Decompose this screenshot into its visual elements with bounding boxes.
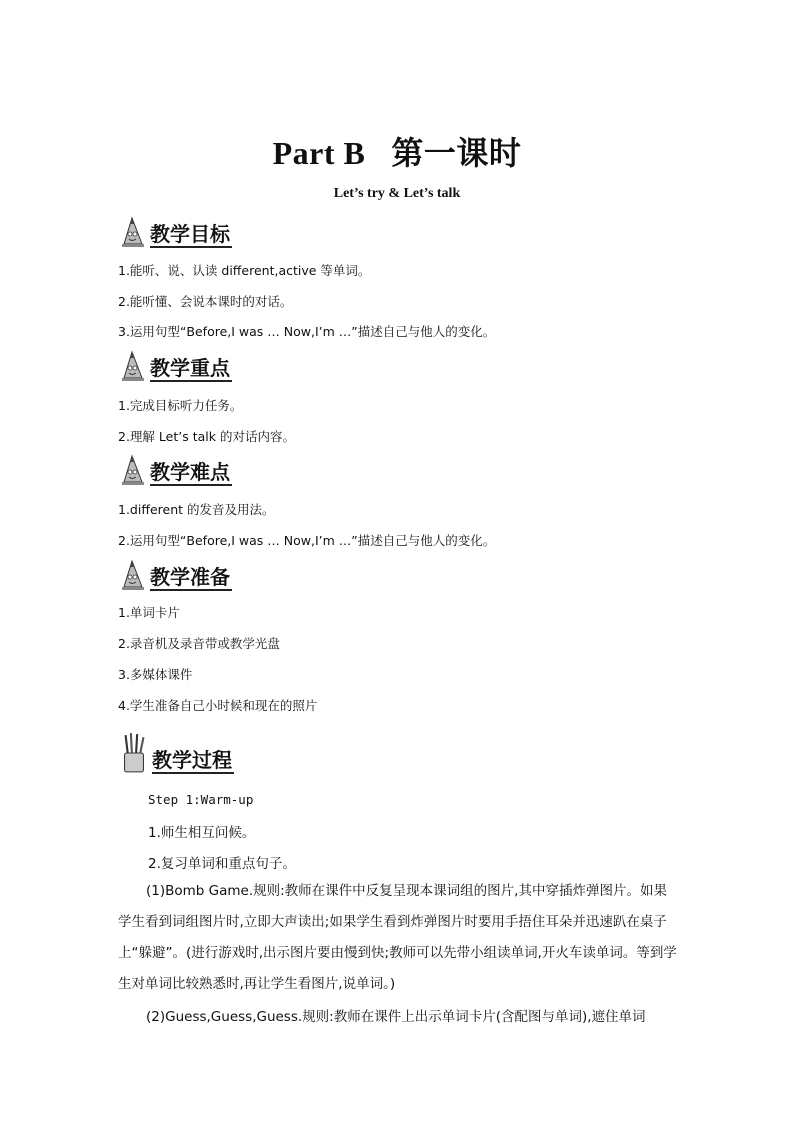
paragraph-text: (1)Bomb Game.规则:教师在课件中反复呈现本课词组的图片,其中穿插炸弹图片。如果学生看到词组图片时,立即大声读出;如果学生看到炸弹图片时要用手捂住耳朵并迅速趴在桌子上“躲避”。(进行游戏时,出示图片要由慢到快;教师可以先带小组读单词,开火车读单词。等到学生对单词比较熟悉时,再让学生看图片,说单词。) [118,883,677,992]
process-item: 1.师生相互问候。 [148,825,256,841]
section-heading-key-points [118,348,232,382]
paragraph-text: (2)Guess,Guess,Guess.规则:教师在课件上出示单词卡片(含配图与单词),遮住单词 [146,1009,646,1025]
page-subtitle: Let’s try & Let’s talk [333,186,461,201]
preparation-item: 2.录音机及录音带或教学光盘 [118,636,280,651]
process-paragraph [118,1002,678,1033]
title-lesson: 第一课时 [391,135,522,171]
section-title: 教学过程 [152,748,232,772]
pencil-mascot-icon [118,214,148,248]
preparation-item: 3.多媒体课件 [118,667,193,682]
page-title [0,128,794,174]
pencil-mascot-icon [118,452,148,486]
objective-item: 1.能听、说、认读 different,active 等单词。 [118,263,371,278]
pencil-cup-icon [118,732,150,774]
section-title: 教学难点 [150,460,230,484]
section-title: 教学重点 [150,356,230,380]
section-title: 教学准备 [150,565,230,589]
section-title: 教学目标 [150,222,230,246]
title-part: Part B [272,135,366,171]
key-point-item: 1.完成目标听力任务。 [118,398,243,413]
objective-item: 2.能听懂、会说本课时的对话。 [118,294,293,309]
pencil-mascot-icon [118,557,148,591]
objective-item: 3.运用句型“Before,I was … Now,I’m …”描述自己与他人的变化。 [118,324,496,339]
preparation-item: 1.单词卡片 [118,605,180,620]
section-heading-objectives [118,214,232,248]
pencil-mascot-icon [118,348,148,382]
key-point-item: 2.理解 Let’s talk 的对话内容。 [118,429,295,444]
process-item: 2.复习单词和重点句子。 [148,856,296,872]
difficulty-item: 1.different 的发音及用法。 [118,502,275,517]
difficulty-item: 2.运用句型“Before,I was … Now,I’m …”描述自己与他人的变化。 [118,533,496,548]
preparation-item: 4.学生准备自己小时候和现在的照片 [118,698,318,713]
step-title: Step 1:Warm-up [148,792,254,807]
process-paragraph [118,876,678,1000]
section-heading-preparation [118,557,232,591]
section-heading-difficulties [118,452,232,486]
section-heading-process [118,732,234,774]
